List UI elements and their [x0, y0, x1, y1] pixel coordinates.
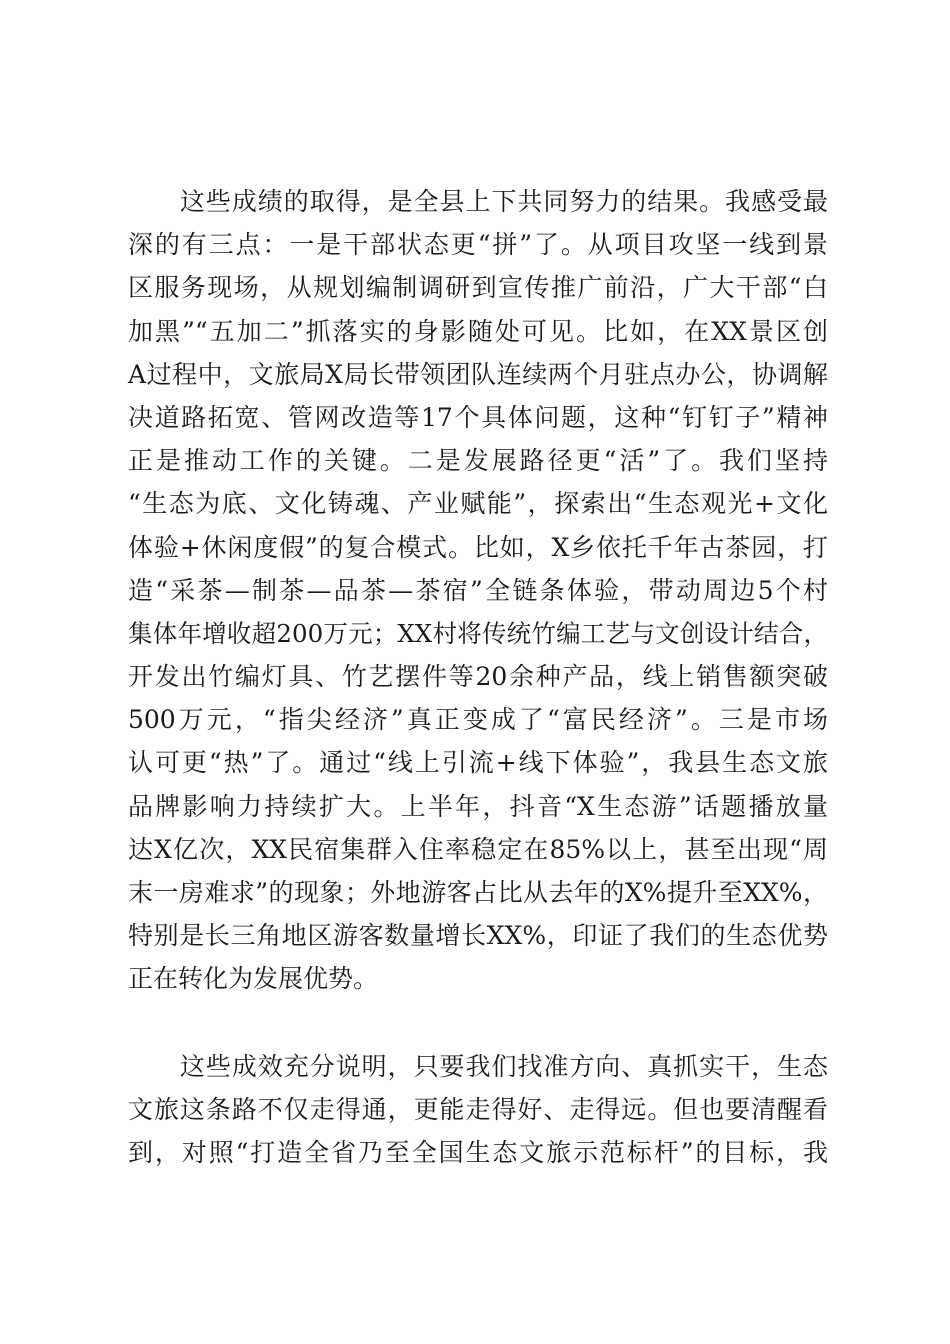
text-line: “生态为底、文化铸魂、产业赋能”，探索出“生态观光+文化: [128, 489, 828, 519]
text-line: 500万元，“指尖经济”真正变成了“富民经济”。三是市场: [128, 705, 828, 735]
text-line: 造“采茶—制茶—品茶—茶宿”全链条体验，带动周边5个村: [128, 575, 828, 605]
text-line: 正是推动工作的关键。二是发展路径更“活”了。我们坚持: [128, 446, 828, 476]
text-line: 到，对照“打造全省乃至全国生态文旅示范标杆”的目标，我: [128, 1138, 828, 1168]
text-line: 体验+休闲度假”的复合模式。比如，X乡依托千年古茶园，打: [128, 532, 828, 562]
text-line: 这些成绩的取得，是全县上下共同努力的结果。我感受最: [128, 187, 828, 216]
paragraph-achievements: [128, 180, 828, 1001]
text-line: 开发出竹编灯具、竹艺摆件等20余种产品，线上销售额突破: [128, 662, 828, 692]
text-line: 达X亿次，XX民宿集群入住率稳定在85%以上，甚至出现“周: [128, 834, 828, 864]
paragraph-reflection: [128, 1045, 828, 1175]
text-line: 深的有三点：一是干部状态更“拼”了。从项目攻坚一线到景: [128, 230, 828, 260]
text-line: A过程中，文旅局X局长带领团队连续两个月驻点办公，协调解: [128, 359, 828, 389]
text-line: 品牌影响力持续扩大。上半年，抖音“X生态游”话题播放量: [128, 791, 828, 821]
text-line: 正在转化为发展优势。: [128, 964, 379, 994]
text-line: 末一房难求”的现象；外地游客占比从去年的X%提升至XX%，: [128, 878, 828, 907]
text-line: 这些成效充分说明，只要我们找准方向、真抓实干，生态: [128, 1052, 828, 1081]
text-line: 认可更“热”了。通过“线上引流+线下体验”，我县生态文旅: [128, 748, 828, 778]
text-line: 加黑”“五加二”抓落实的身影随处可见。比如，在XX景区创: [128, 316, 828, 346]
text-line: 区服务现场，从规划编制调研到宣传推广前沿，广大干部“白: [128, 273, 828, 303]
text-line: 集体年增收超200万元；XX村将传统竹编工艺与文创设计结合，: [128, 618, 828, 648]
text-line: 文旅这条路不仅走得通，更能走得好、走得远。但也要清醒看: [128, 1095, 828, 1125]
text-line: 决道路拓宽、管网改造等17个具体问题，这种“钉钉子”精神: [128, 402, 828, 432]
text-line: 特别是长三角地区游客数量增长XX%，印证了我们的生态优势: [128, 921, 828, 951]
